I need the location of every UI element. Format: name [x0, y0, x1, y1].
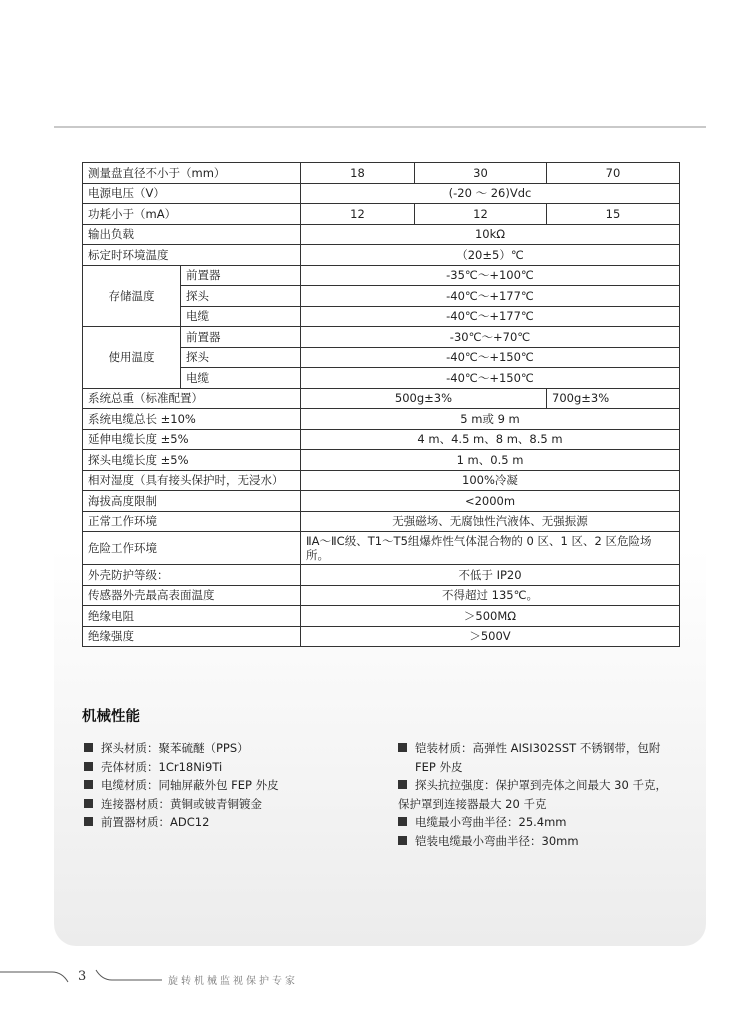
row-label: 电源电压（V）	[83, 183, 301, 204]
table-row	[83, 532, 680, 565]
row-label: 延伸电缆长度 ±5%	[83, 429, 301, 450]
table-row	[83, 163, 680, 184]
square-bullet-icon	[398, 743, 407, 752]
row-label: 海拔高度限制	[83, 491, 301, 512]
row-label: 标定时环境温度	[83, 245, 301, 266]
footer-slogan: 旋转机械监视保护专家	[168, 976, 298, 987]
mechanical-list-left	[84, 739, 374, 832]
list-item	[398, 813, 698, 832]
list-item-text: 壳体材质：1Cr18Ni9Ti	[101, 759, 223, 774]
table-row	[83, 626, 680, 647]
cell-value: 10kΩ	[301, 224, 680, 245]
square-bullet-icon	[84, 799, 93, 808]
list-item-continuation: FEP 外皮	[415, 759, 463, 774]
list-item-text: 前置器材质：ADC12	[101, 815, 210, 829]
page-number: 3	[78, 969, 87, 984]
section-title: 机械性能	[82, 709, 140, 725]
list-item	[84, 758, 374, 777]
cell-value: 不低于 IP20	[301, 565, 680, 586]
row-label: 传感器外壳最高表面温度	[83, 585, 301, 606]
table-row	[83, 606, 680, 627]
cell-value: 无强磁场、无腐蚀性汽液体、无强振源	[301, 511, 680, 532]
cell-value: 700g±3%	[547, 388, 680, 409]
cell-value: 100%冷凝	[301, 470, 680, 491]
cell-value: 12	[301, 204, 415, 225]
cell-value: -35℃～+100℃	[301, 265, 680, 286]
table-row	[83, 409, 680, 430]
cell-value: 不得超过 135℃。	[301, 585, 680, 606]
table-row	[83, 327, 680, 348]
sub-label: 电缆	[181, 368, 301, 389]
row-label: 相对湿度（具有接头保护时，无浸水）	[83, 470, 301, 491]
list-item-continuation: 保护罩到连接器最大 20 千克	[398, 796, 547, 811]
cell-value: ＞500MΩ	[301, 606, 680, 627]
footer-curve-icon	[0, 966, 75, 986]
list-item	[398, 739, 698, 758]
square-bullet-icon	[84, 743, 93, 752]
table-row	[83, 265, 680, 286]
list-item	[84, 795, 374, 814]
table-row	[83, 565, 680, 586]
square-bullet-icon	[84, 762, 93, 771]
list-item-text: 探头材质：聚苯硫醚（PPS）	[101, 741, 249, 755]
mechanical-list-right	[398, 739, 698, 850]
cell-value: 12	[415, 204, 547, 225]
group-label: 使用温度	[83, 327, 181, 389]
square-bullet-icon	[398, 817, 407, 826]
cell-value: ⅡA～ⅡC级、T1～T5组爆炸性气体混合物的 0 区、1 区、2 区危险场所。	[301, 532, 680, 565]
row-label: 输出负载	[83, 224, 301, 245]
cell-value: -30℃～+70℃	[301, 327, 680, 348]
row-label: 系统总重（标准配置）	[83, 388, 301, 409]
cell-value: 30	[415, 163, 547, 184]
list-item-text: 电缆最小弯曲半径：25.4mm	[415, 815, 567, 829]
cell-value: 15	[547, 204, 680, 225]
table-row	[83, 224, 680, 245]
sub-label: 前置器	[181, 265, 301, 286]
table-row	[83, 183, 680, 204]
list-item	[398, 832, 698, 851]
cell-value: 1 m、0.5 m	[301, 450, 680, 471]
cell-value: -40℃～+177℃	[301, 286, 680, 307]
list-item	[84, 813, 374, 832]
footer-divider-icon	[94, 966, 164, 986]
top-divider	[54, 126, 706, 128]
cell-value: <2000m	[301, 491, 680, 512]
row-label: 外壳防护等级：	[83, 565, 301, 586]
table-row	[83, 511, 680, 532]
cell-value: （20±5）℃	[301, 245, 680, 266]
row-label: 绝缘强度	[83, 626, 301, 647]
cell-value: 5 m或 9 m	[301, 409, 680, 430]
cell-value: 4 m、4.5 m、8 m、8.5 m	[301, 429, 680, 450]
list-item-text: 连接器材质：黄铜或铍青铜镀金	[101, 796, 262, 811]
table-row	[83, 204, 680, 225]
list-item	[398, 776, 698, 795]
cell-value: -40℃～+150℃	[301, 347, 680, 368]
group-label: 存储温度	[83, 265, 181, 327]
sub-label: 电缆	[181, 306, 301, 327]
table-row	[83, 491, 680, 512]
cell-value: (-20 ～ 26)Vdc	[301, 183, 680, 204]
list-item-text: 铠装材质：高弹性 AISI302SST 不锈钢带，包附	[415, 741, 661, 755]
spec-table	[82, 162, 680, 647]
row-label: 系统电缆总长 ±10%	[83, 409, 301, 430]
table-row	[83, 429, 680, 450]
list-item-text: 铠装电缆最小弯曲半径：30mm	[415, 833, 579, 848]
cell-value: -40℃～+150℃	[301, 368, 680, 389]
row-label: 正常工作环境	[83, 511, 301, 532]
table-row	[83, 450, 680, 471]
list-item	[84, 739, 374, 758]
cell-value: ＞500V	[301, 626, 680, 647]
square-bullet-icon	[398, 836, 407, 845]
square-bullet-icon	[398, 780, 407, 789]
row-label: 测量盘直径不小于（mm）	[83, 163, 301, 184]
list-item-text: 电缆材质：同轴屏蔽外包 FEP 外皮	[101, 778, 279, 792]
table-row	[83, 585, 680, 606]
table-row	[83, 388, 680, 409]
cell-value: 70	[547, 163, 680, 184]
cell-value: 500g±3%	[301, 388, 547, 409]
table-row	[83, 245, 680, 266]
sub-label: 探头	[181, 347, 301, 368]
square-bullet-icon	[84, 780, 93, 789]
row-label: 绝缘电阻	[83, 606, 301, 627]
row-label: 危险工作环境	[83, 532, 301, 565]
row-label: 探头电缆长度 ±5%	[83, 450, 301, 471]
list-item	[84, 776, 374, 795]
square-bullet-icon	[84, 817, 93, 826]
cell-value: 18	[301, 163, 415, 184]
sub-label: 前置器	[181, 327, 301, 348]
list-item-text: 探头抗拉强度：保护罩到壳体之间最大 30 千克，	[415, 778, 667, 792]
row-label: 功耗小于（mA）	[83, 204, 301, 225]
cell-value: -40℃～+177℃	[301, 306, 680, 327]
sub-label: 探头	[181, 286, 301, 307]
table-row	[83, 470, 680, 491]
